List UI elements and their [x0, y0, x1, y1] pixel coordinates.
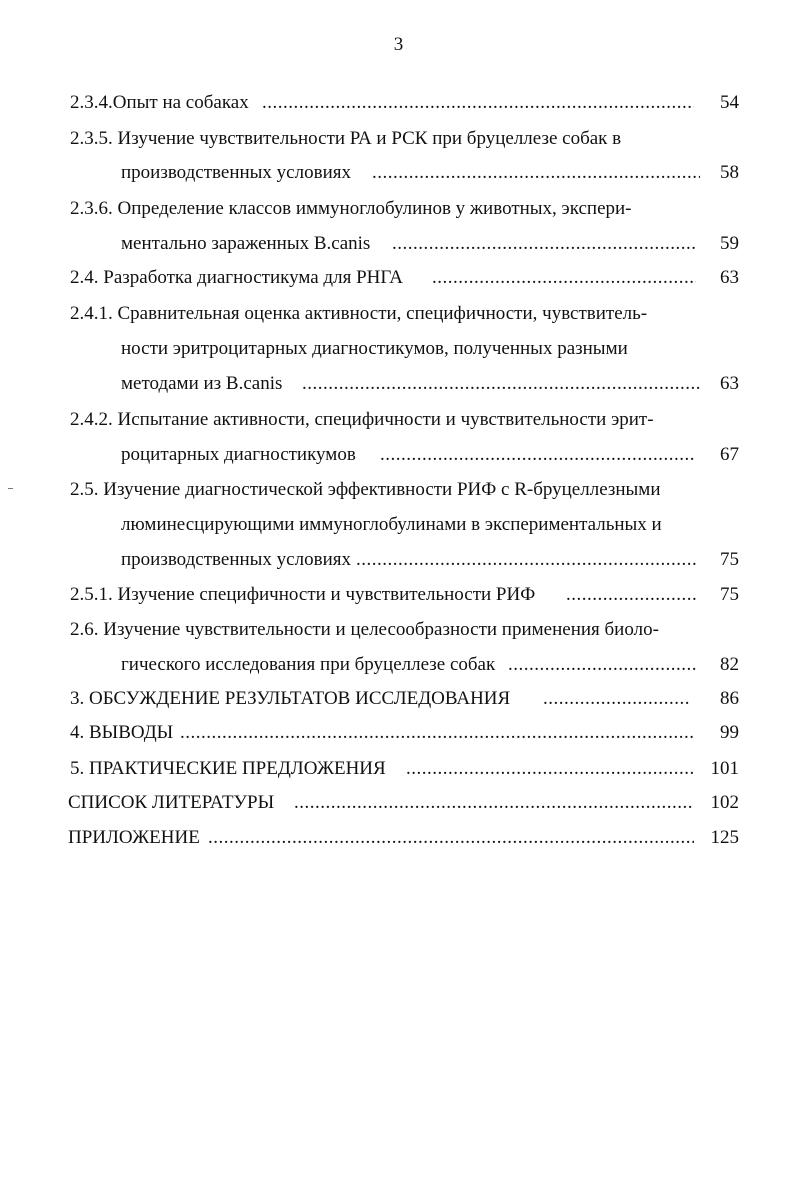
toc-entry-2-3-6-cont[interactable] [0, 229, 797, 259]
toc-entry-appendix[interactable] [0, 823, 797, 853]
toc-entry-title: 2.3.4.Опыт на собаках [70, 92, 249, 113]
toc-entry-2-3-4[interactable] [0, 88, 797, 118]
toc-entry-2-4-1-cont[interactable] [0, 334, 797, 364]
toc-entry-page: 58 [720, 162, 739, 183]
toc-entry-2-4-2-cont[interactable] [0, 440, 797, 470]
toc-entry-page: 75 [720, 584, 739, 605]
toc-entry-page: 99 [720, 722, 739, 743]
toc-entry-title: 2.3.6. Определение классов иммуноглобулинов у животных, экспери- [70, 198, 632, 219]
toc-entry-title-cont: ности эритроцитарных диагностикумов, полученных разными [121, 338, 628, 359]
toc-leader-dots [302, 369, 700, 399]
toc-entry-page: 63 [720, 267, 739, 288]
toc-leader-dots [356, 545, 696, 575]
toc-entry-page: 59 [720, 233, 739, 254]
toc-entry-title-cont: производственных условиях [121, 549, 351, 570]
toc-leader-dots [543, 684, 691, 714]
toc-entry-title: СПИСОК ЛИТЕРАТУРЫ [68, 792, 275, 813]
toc-leader-dots [208, 823, 694, 853]
toc-entry-2-3-5-cont[interactable] [0, 158, 797, 188]
toc-entry-2-5-cont[interactable] [0, 510, 797, 540]
toc-entry-title-cont: производственных условиях [121, 162, 351, 183]
toc-entry-title-cont: методами из B.canis [121, 373, 283, 394]
toc-entry-title: 4. ВЫВОДЫ [70, 722, 174, 743]
toc-leader-dots [262, 88, 694, 118]
toc-entry-4[interactable] [0, 718, 797, 748]
toc-entry-title: 2.4. Разработка диагностикума для РНГА [70, 267, 403, 288]
toc-entry-title-cont: люминесцирующими иммуноглобулинами в экспериментальных и [121, 514, 662, 535]
toc-entry-title: ПРИЛОЖЕНИЕ [68, 827, 200, 848]
toc-leader-dots [180, 718, 694, 748]
page-number: 3 [393, 34, 404, 55]
toc-entry-2-4-1-cont2[interactable] [0, 369, 797, 399]
toc-entry-page: 67 [720, 444, 739, 465]
toc-entry-page: 86 [720, 688, 739, 709]
toc-leader-dots [406, 754, 696, 784]
toc-entry-2-4-2[interactable] [0, 405, 797, 435]
toc-entry-title: 5. ПРАКТИЧЕСКИЕ ПРЕДЛОЖЕНИЯ [70, 758, 386, 779]
toc-entry-page: 63 [720, 373, 739, 394]
toc-entry-bibliography[interactable] [0, 788, 797, 818]
margin-mark [8, 488, 13, 489]
toc-leader-dots [508, 650, 696, 680]
toc-entry-2-5[interactable] [0, 475, 797, 505]
toc-entry-page: 54 [720, 92, 739, 113]
toc-entry-3[interactable] [0, 684, 797, 714]
toc-leader-dots [294, 788, 694, 818]
toc-entry-5[interactable] [0, 754, 797, 784]
toc-entry-title-cont: роцитарных диагностикумов [121, 444, 356, 465]
toc-entry-page: 101 [710, 758, 739, 779]
toc-entry-2-6-cont[interactable] [0, 650, 797, 680]
toc-entry-2-6[interactable] [0, 615, 797, 645]
toc-entry-title-cont: гического исследования при бруцеллезе собак [121, 654, 496, 675]
toc-leader-dots [432, 263, 696, 293]
toc-entry-page: 125 [710, 827, 739, 848]
toc-entry-title: 2.4.2. Испытание активности, специфичности и чувствительности эрит- [70, 409, 654, 430]
toc-entry-title: 2.6. Изучение чувствительности и целесообразности применения биоло- [70, 619, 659, 640]
toc-entry-2-3-6[interactable] [0, 194, 797, 224]
toc-leader-dots [380, 440, 696, 470]
toc-entry-title-cont: ментально зараженных B.canis [121, 233, 371, 254]
toc-entry-2-5-cont2[interactable] [0, 545, 797, 575]
toc-entry-2-3-5[interactable] [0, 124, 797, 154]
toc-entry-page: 102 [710, 792, 739, 813]
toc-leader-dots [566, 580, 696, 610]
toc-leader-dots [372, 158, 700, 188]
toc-entry-page: 82 [720, 654, 739, 675]
toc-entry-2-5-1[interactable] [0, 580, 797, 610]
toc-entry-page: 75 [720, 549, 739, 570]
toc-entry-title: 2.5.1. Изучение специфичности и чувствительности РИФ [70, 584, 536, 605]
toc-leader-dots [392, 229, 696, 259]
toc-entry-title: 3. ОБСУЖДЕНИЕ РЕЗУЛЬТАТОВ ИССЛЕДОВАНИЯ [70, 688, 511, 709]
toc-entry-2-4-1[interactable] [0, 299, 797, 329]
toc-entry-title: 2.4.1. Сравнительная оценка активности, специфичности, чувствитель- [70, 303, 648, 324]
toc-entry-title: 2.5. Изучение диагностической эффективности РИФ с R-бруцеллезными [70, 479, 661, 500]
toc-entry-title: 2.3.5. Изучение чувствительности РА и РСК при бруцеллезе собак в [70, 128, 622, 149]
toc-entry-2-4[interactable] [0, 263, 797, 293]
